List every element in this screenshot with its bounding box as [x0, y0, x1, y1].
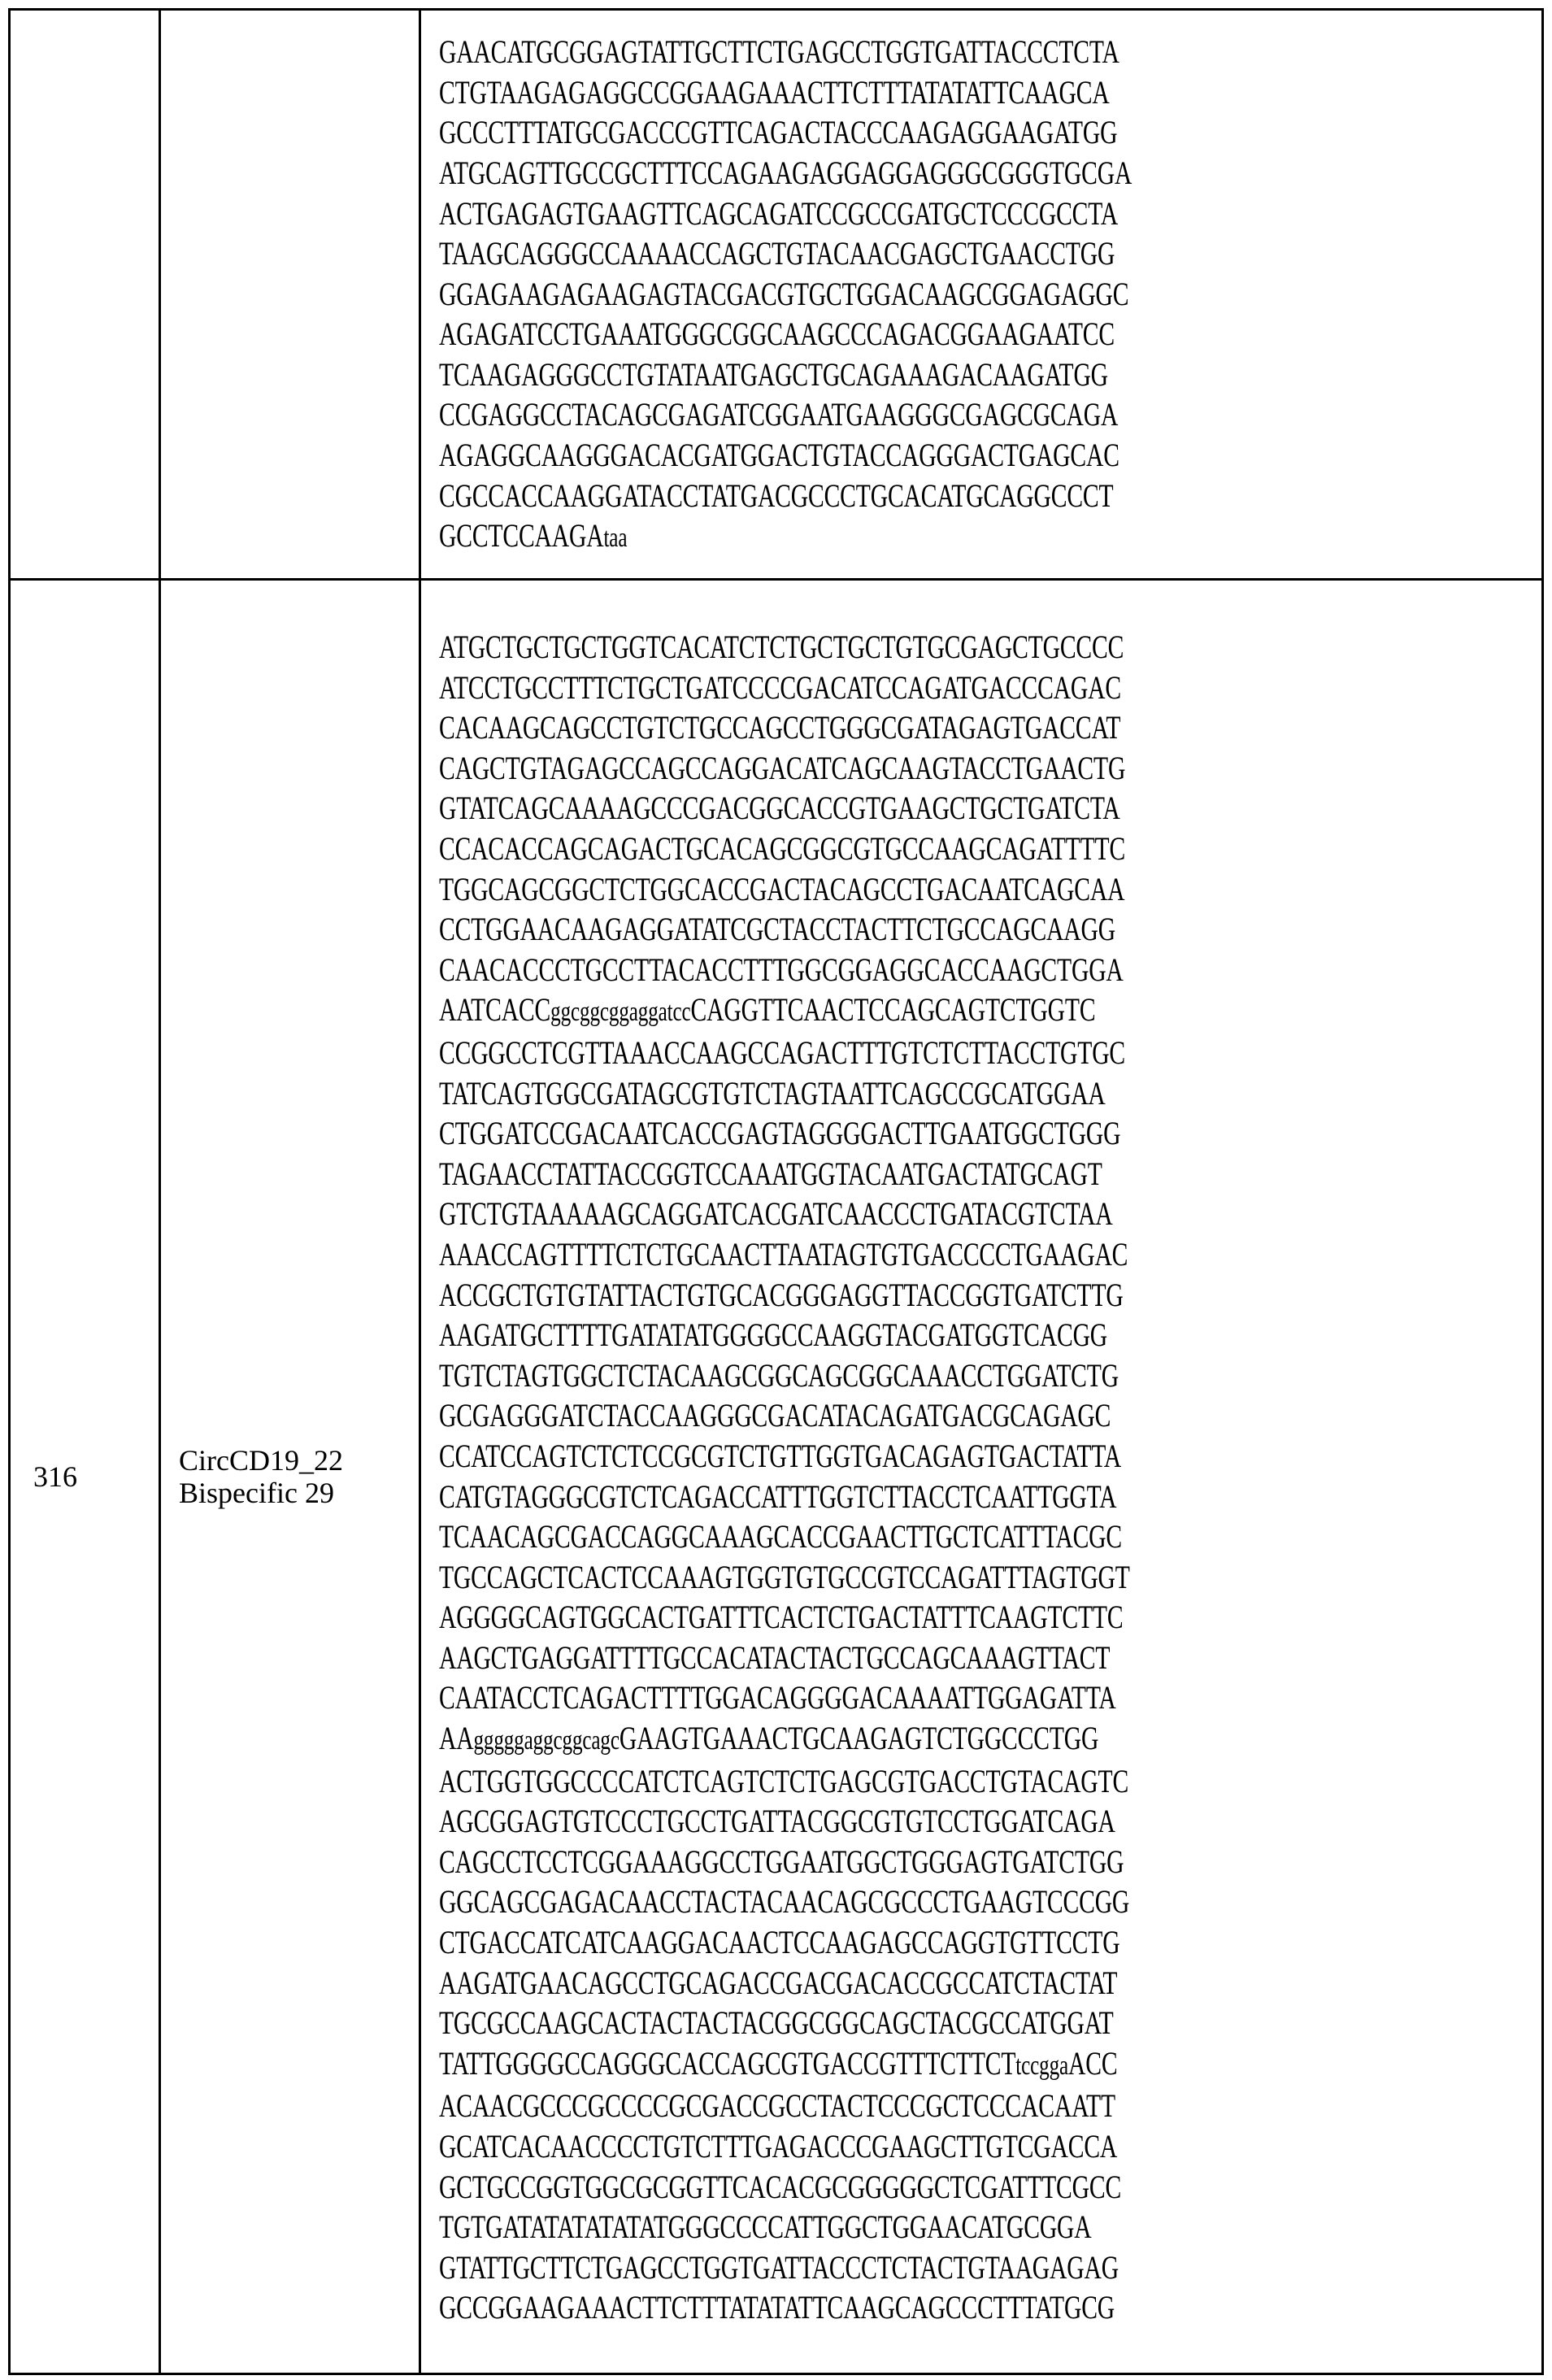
- sequence-line: TAGAACCTATTACCGGTCCAAATGGTACAATGACTATGCAGT: [439, 1155, 1102, 1192]
- sequence-line: ATCCTGCCTTTCTGCTGATCCCCGACATCCAGATGACCCAGAC: [439, 668, 1121, 706]
- sequence-line: CTGGATCCGACAATCACCGAGTAGGGGACTTGAATGGCTGGG: [439, 1115, 1121, 1152]
- sequence-line: CAGCTGTAGAGCCAGCCAGGACATCAGCAAGTACCTGAACTG: [439, 749, 1126, 786]
- sequence-line: ACCGCTGTGTATTACTGTGCACGGGAGGTTACCGGTGATCTTG: [439, 1276, 1124, 1313]
- sequence-line: ATGCAGTTGCCGCTTTCCAGAAGAGGAGGAGGGCGGGTGCGA: [439, 154, 1132, 191]
- sequence-line: CAACACCCTGCCTTACACCTTTGGCGGAGGCACCAAGCTGGA: [439, 951, 1124, 988]
- sequence-line: AAgggggaggcggcagcGAAGTGAAACTGCAAGAGTCTGGCCCTGG: [439, 1720, 1099, 1757]
- sequence-line: GTCTGTAAAAAGCAGGATCACGATCAACCCTGATACGTCTAA: [439, 1195, 1113, 1233]
- sequence-line: GTATTGCTTCTGAGCCTGGTGATTACCCTCTACTGTAAGAGAG: [439, 2248, 1119, 2286]
- sequence-cell: [420, 580, 1543, 2374]
- sequence-line: TCAAGAGGGCCTGTATAATGAGCTGCAGAAAGACAAGATGG: [439, 355, 1108, 393]
- construct-name-line1: CircCD19_22: [179, 1444, 343, 1477]
- construct-name-cell: [160, 10, 420, 580]
- sequence-line: TGTCTAGTGGCTCTACAAGCGGCAGCGGCAAACCTGGATCTG: [439, 1356, 1119, 1394]
- sequence-line: ATGCTGCTGCTGGTCACATCTCTGCTGCTGTGCGAGCTGCCCC: [439, 629, 1124, 666]
- sequence-line: CCACACCAGCAGACTGCACAGCGGCGTGCCAAGCAGATTTTC: [439, 830, 1126, 867]
- construct-name-line2: Bispecific 29: [179, 1477, 334, 1509]
- sequence-line: TGCGCCAAGCACTACTACTACGGCGGCAGCTACGCCATGGAT: [439, 2004, 1114, 2042]
- sequence-line: TGCCAGCTCACTCCAAAGTGGTGTGCCGTCCAGATTTAGTGGT: [439, 1558, 1130, 1595]
- sequence-line: TAAGCAGGGCCAAAACCAGCTGTACAACGAGCTGAACCTGG: [439, 235, 1115, 272]
- sequence-line: GGCAGCGAGACAACCTACTACAACAGCGCCCTGAAGTCCCGG: [439, 1883, 1130, 1921]
- sequence-line: CGCCACCAAGGATACCTATGACGCCCTGCACATGCAGGCCCT: [439, 476, 1114, 514]
- sequence-table: [8, 8, 1544, 2375]
- sequence-line: ACTGGTGGCCCCATCTCAGTCTCTGAGCGTGACCTGTACAGTC: [439, 1762, 1129, 1799]
- sequence-line: ACTGAGAGTGAAGTTCAGCAGATCCGCCGATGCTCCCGCCTA: [439, 194, 1119, 232]
- sequence-line: CTGTAAGAGAGGCCGGAAGAAACTTCTTTATATATTCAAGCA: [439, 73, 1110, 111]
- sequence-line: CCATCCAGTCTCTCCGCGTCTGTTGGTGACAGAGTGACTATTA: [439, 1437, 1122, 1474]
- sequence-line: CCTGGAACAAGAGGATATCGCTACCTACTTCTGCCAGCAAGG: [439, 911, 1115, 948]
- seq-id-cell: 316: [10, 580, 160, 2374]
- sequence-line: AATCACCggcggcggaggatccCAGGTTCAACTCCAGCAGTCTGGTC: [439, 991, 1096, 1029]
- sequence-line: AGCGGAGTGTCCCTGCCTGATTACGGCGTGTCCTGGATCAGA: [439, 1803, 1115, 1840]
- table-row: [10, 580, 1543, 2374]
- sequence-line: CATGTAGGGCGTCTCAGACCATTTGGTCTTACCTCAATTGGTA: [439, 1477, 1117, 1515]
- sequence-line: TATCAGTGGCGATAGCGTGTCTAGTAATTCAGCCGCATGGAA: [439, 1074, 1106, 1112]
- sequence-line: CAGCCTCCTCGGAAAGGCCTGGAATGGCTGGGAGTGATCTGG: [439, 1843, 1124, 1880]
- sequence-line: AAACCAGTTTTCTCTGCAACTTAATAGTGTGACCCCTGAAGAC: [439, 1235, 1128, 1273]
- sequence-line: CTGACCATCATCAAGGACAACTCCAAGAGCCAGGTGTTCCTG: [439, 1924, 1120, 1961]
- sequence-line: CACAAGCAGCCTGTCTGCCAGCCTGGGCGATAGAGTGACCAT: [439, 709, 1121, 746]
- table-row: [10, 10, 1543, 580]
- sequence-line: TCAACAGCGACCAGGCAAAGCACCGAACTTGCTCATTTACGC: [439, 1518, 1123, 1555]
- sequence-line: GCTGCCGGTGGCGCGGTTCACACGCGGGGGCTCGATTTCGCC: [439, 2168, 1122, 2205]
- sequence-line: GTATCAGCAAAAGCCCGACGGCACCGTGAAGCTGCTGATCTA: [439, 790, 1120, 827]
- sequence-line: TGGCAGCGGCTCTGGCACCGACTACAGCCTGACAATCAGCAA: [439, 870, 1125, 907]
- sequence-line: ACAACGCCCGCCCCGCGACCGCCTACTCCCGCTCCCACAATT: [439, 2087, 1115, 2125]
- sequence-line: CAATACCTCAGACTTTTGGACAGGGGACAAAATTGGAGATTA: [439, 1679, 1116, 1716]
- sequence-line: GCGAGGGATCTACCAAGGGCGACATACAGATGACGCAGAGC: [439, 1397, 1111, 1434]
- seq-id-cell: [10, 10, 160, 580]
- sequence-line: TATTGGGGCCAGGGCACCAGCGTGACCGTTTCTTCTtccggaACC: [439, 2044, 1118, 2082]
- sequence-line: GCCTCCAAGAtaa: [439, 517, 628, 555]
- sequence-line: CCGGCCTCGTTAAACCAAGCCAGACTTTGTCTCTTACCTGTGC: [439, 1033, 1126, 1071]
- sequence-line: GCCCTTTATGCGACCCGTTCAGACTACCCAAGAGGAAGATGG: [439, 114, 1118, 151]
- sequence-cell: [420, 10, 1543, 580]
- sequence-line: AGGGGCAGTGGCACTGATTTCACTCTGACTATTTCAAGTCTTC: [439, 1599, 1124, 1636]
- sequence-line: AAGCTGAGGATTTTGCCACATACTACTGCCAGCAAAGTTACT: [439, 1638, 1111, 1676]
- sequence-line: AAGATGAACAGCCTGCAGACCGACGACACCGCCATCTACTAT: [439, 1964, 1118, 2001]
- sequence-line: TGTGATATATATATATGGGCCCCATTGGCTGGAACATGCGGA: [439, 2208, 1092, 2246]
- sequence-line: GCCGGAAGAAACTTCTTTATATATTCAAGCAGCCCTTTATGCG: [439, 2289, 1115, 2326]
- sequence-line: AGAGGCAAGGGACACGATGGACTGTACCAGGGACTGAGCAC: [439, 437, 1119, 474]
- sequence-line: GGAGAAGAGAAGAGTACGACGTGCTGGACAAGCGGAGAGGC: [439, 275, 1129, 312]
- sequence-line: AAGATGCTTTTGATATATGGGGCCAAGGTACGATGGTCACGG: [439, 1316, 1108, 1354]
- sequence-line: GCATCACAACCCCTGTCTTTGAGACCCGAAGCTTGTCGACCA: [439, 2128, 1118, 2165]
- sequence-line: CCGAGGCCTACAGCGAGATCGGAATGAAGGGCGAGCGCAGA: [439, 396, 1119, 433]
- sequence-line: GAACATGCGGAGTATTGCTTCTGAGCCTGGTGATTACCCTCTA: [439, 33, 1119, 71]
- sequence-line: AGAGATCCTGAAATGGGCGGCAAGCCCAGACGGAAGAATCC: [439, 315, 1115, 353]
- construct-name-cell: [160, 580, 420, 2374]
